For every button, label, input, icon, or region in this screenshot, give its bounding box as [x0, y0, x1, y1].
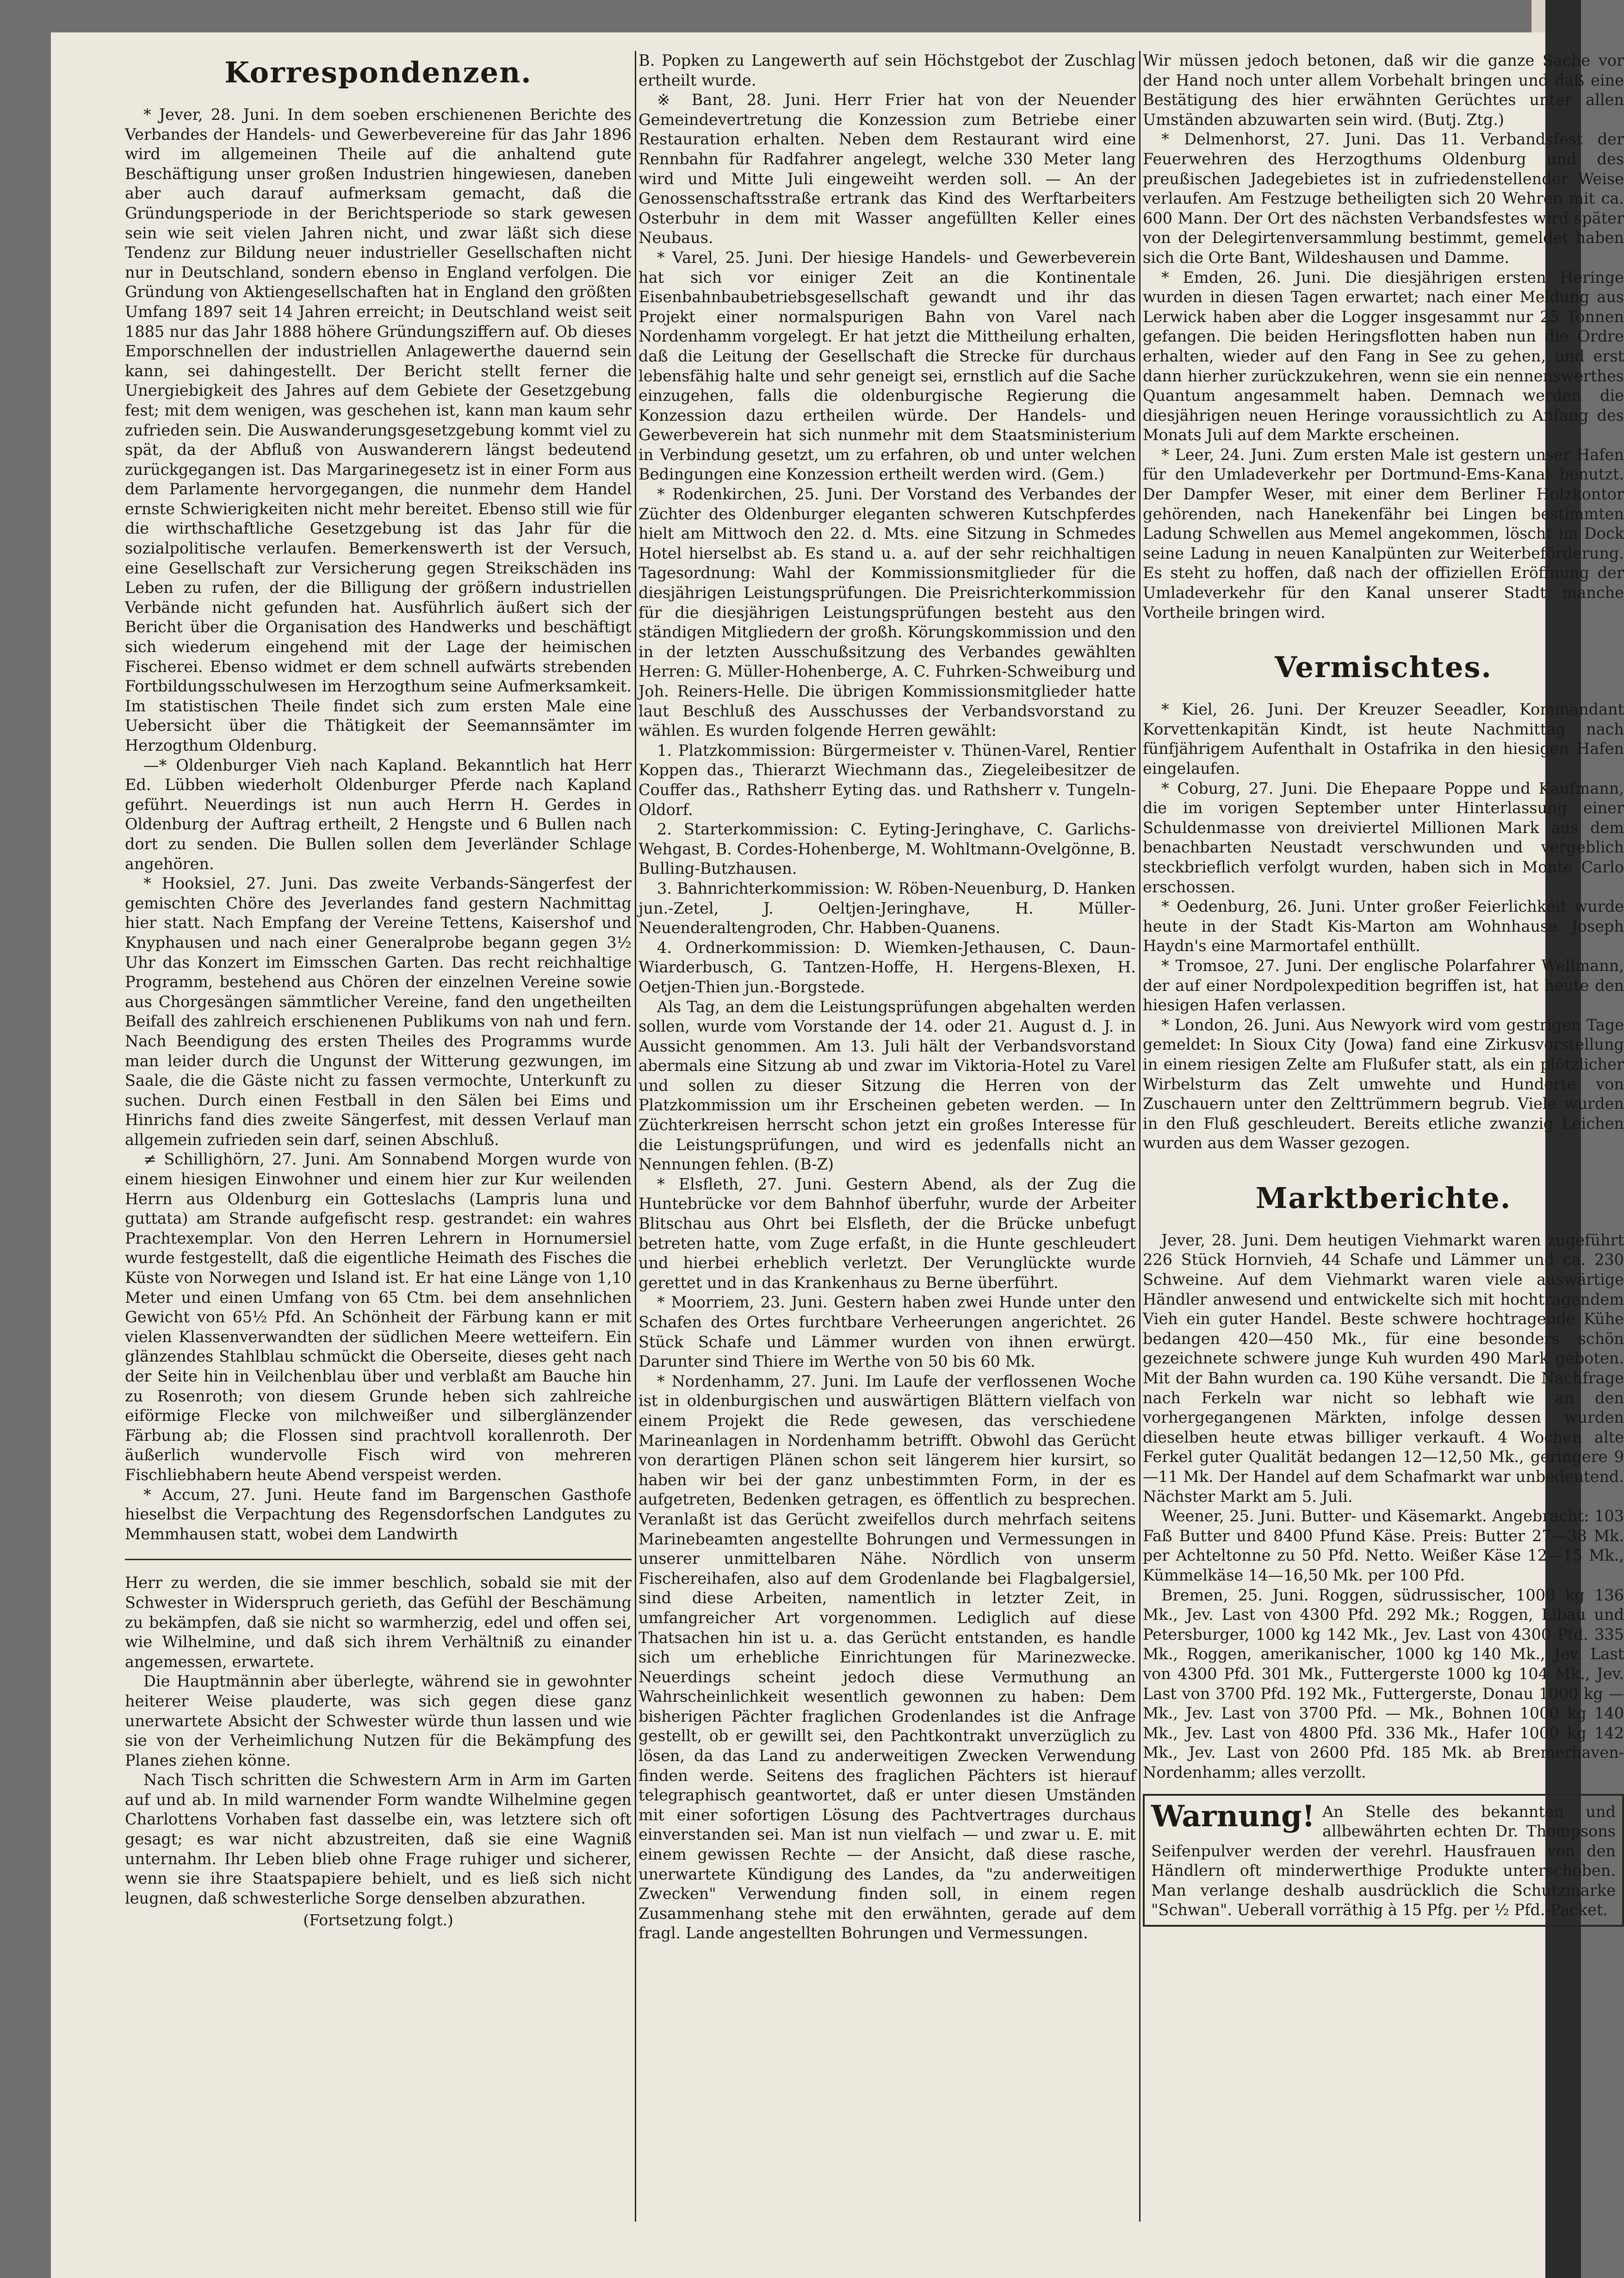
article-kiel: * Kiel, 26. Juni. Der Kreuzer Seeadler, Kommandant Korvettenkapitän Kindt, ist heute Nachmittag nach fünfjährigem Aufenthalt in Ostafrika in den hiesigen Hafen eingelaufen. [1143, 700, 1624, 778]
article-rodenkirchen: * Rodenkirchen, 25. Juni. Der Vorstand des Verbandes der Züchter des Oldenburger eleganten schweren Kutschpferdes hielt am Mittwoch den 22. d. Mts. eine Sitzung in Schmedes Hotel hierselbst ab. Es stand u. a. auf der sehr reichhaltigen Tagesordnung: Wahl der Kommissionsmitglieder für die diesjährigen Leistungsprüfungen. Die Preisrichterkommission für die diesjährigen Leistungsprüfungen besteht aus den ständigen Mitgliedern der großh. Körungskommission und den in der letzten Ausschußsitzung des Verbandes gewählten Herren: G. Müller-Hohenberge, A. C. Fuhrken-Schweiburg und Joh. Reiners-Helle. Die übrigen Kommissionsmitglieder hatte laut Beschluß des Ausschusses der Verbandsvorstand zu wählen. Es wurden folgende Herren gewählt: [638, 485, 1136, 740]
article-oedenburg: * Oedenburg, 26. Juni. Unter großer Feierlichkeit wurde heute in der Stadt Kis-Marton am Wohnhause Joseph Haydn's eine Marmortafel enthüllt. [1143, 897, 1624, 955]
market-bremen: Bremen, 25. Juni. Roggen, südrussischer, 1000 kg 136 Mk., Jev. Last von 4300 Pfd. 292 Mk.; Roggen, Libau und Petersburger, 1000 kg 142 Mk., Jev. Last von 4300 Pfd. 335 Mk., Roggen, amerikanischer, 1000 kg 140 Mk., Jev. Last von 4300 Pfd. 301 Mk., Futtergerste 1000 kg 104 Mk., Jev. Last von 3700 Pfd. 192 Mk., Futtergerste, Donau 1000 kg — Mk., Jev. Last von 3700 Pfd. — Mk., Bohnen 1000 kg 140 Mk., Jev. Last von 4800 Pfd. 336 Mk., Hafer 1000 kg 142 Mk., Jev. Last von 2600 Pfd. 185 Mk. ab Bremerhaven-Nordenhamm; alles verzollt. [1143, 1586, 1624, 1781]
list-item: 1. Platzkommission: Bürgermeister v. Thünen-Varel, Rentier Koppen das., Thierarzt Wiechmann das., Ziegeleibesitzer de Couffer das., Rathsherr Eyting das. und Rathsherr v. Tungeln-Oldorf. [638, 741, 1136, 819]
feuilleton-paragraph: Nach Tisch schritten die Schwestern Arm in Arm im Garten auf und ab. In mild warnender Form wandte Wilhelmine gegen Charlottens Vorhaben fast dasselbe ein, was letztere sich oft gesagt; es war nicht abzustreiten, daß sie eine Wagniß unternahm. Ihr Leben blieb ohne Frage ruhiger und sicherer, wenn sie ihre Staatspapiere behielt, und es ließ sich nicht leugnen, daß schwesterliche Sorge denselben abzurathen. [125, 1771, 632, 1907]
article-moorriem: * Moorriem, 23. Juni. Gestern haben zwei Hunde unter den Schafen des Ortes furchtbare Verheerungen angerichtet. 26 Stück Schafe und Lämmer wurden von ihnen erwürgt. Darunter sind Thiere im Werthe von 50 bis 60 Mk. [638, 1293, 1136, 1371]
feuilleton-paragraph: Die Hauptmännin aber überlegte, während sie in gewohnter heiterer Weise plauderte, was sich gegen diese ganz unerwartete Absicht der Schwester würde thun lassen und wie sie von der Verheimlichung Nutzen für die Bekämpfung des Planes ziehen könne. [125, 1672, 632, 1769]
article-jever: * Jever, 28. Juni. In dem soeben erschienenen Berichte des Verbandes der Handels- und Gewerbevereine für das Jahr 1896 wird im allgemeinen Theile auf die anhaltend gute Beschäftigung unser großen Industrien hingewiesen, daneben aber auch darauf aufmerksam gemacht, daß die Gründungsperiode in der Berichtsperiode so stark gewesen sein wie seit vielen Jahren nicht, und zwar läßt sich diese Tendenz zur Bildung neuer industrieller Gesellschaften nicht nur in Deutschland, sondern ebenso in England verfolgen. Die Gründung von Aktiengesellschaften hat in England den größten Umfang 1897 seit 14 Jahren erreicht; in Deutschland weist seit 1885 nur das Jahr 1888 höhere Gründungsziffern auf. Ob dieses Emporschnellen der industriellen Anlagewerthe dauernd sein kann, sei dahingestellt. Der Bericht stellt ferner die Unergiebigkeit des Jahres auf dem Gebiete der Gesetzgebung fest; mit dem wenigen, was geschehen ist, kann man kaum sehr zufrieden sein. Die Auswanderungsgesetzgebung kommt viel zu spät, da der Abfluß von Auswanderern längst bedeutend zurückgegangen ist. Das Margarinegesetz ist in einer Form aus dem Parlamente hervorgegangen, die nunmehr dem Handel ernste Schwierigkeiten nicht mehr bereitet. Ebenso still wie für die wirthschaftliche Gesetzgebung ist das Jahr für die sozialpolitische verlaufen. Bemerkenswerth ist der Versuch, eine Gesellschaft zur Versicherung gegen Streikschäden ins Leben zu rufen, der die Billigung der größern industriellen Verbände nicht gefunden hat. Ausführlich äußert sich der Bericht über die Organisation des Handwerks und beschäftigt sich wiederum eingehend mit der Lage der heimischen Fischerei. Ebenso widmet er dem schnell aufwärts strebenden Fortbildungsschulwesen im Herzogthum seine Aufmerksamkeit. Im statistischen Theile findet sich zum ersten Male eine Uebersicht über die Thätigkeit der Seemannsämter im Herzogthum Oldenburg. [125, 106, 632, 754]
feuilleton-separator [125, 1559, 632, 1560]
section-heading-korrespondenzen: Korrespondenzen. [224, 56, 532, 89]
article-emden: * Emden, 26. Juni. Die diesjährigen ersten Heringe wurden in diesen Tagen erwartet; nach einer Meldung aus Lerwick haben aber die Logger insgesammt nur 25 Tonnen gefangen. Die beiden Heringsflotten haben nun die Ordre erhalten, wieder auf den Fang in See zu gehen, und erst dann hierher zurückzukehren, wenn sie ein nennenswerthes Quantum angesammelt haben. Demnach werden die diesjährigen neuen Heringe voraussichtlich zu Anfang des Monats Juli auf dem Markte erscheinen. [1143, 268, 1624, 444]
article-nordenhamm: * Nordenhamm, 27. Juni. Im Laufe der verflossenen Woche ist in oldenburgischen und auswärtigen Blättern vielfach von einem Projekt die Rede gewesen, das verschiedene Marineanlagen in Nordenhamm betrifft. Obwohl das Gerücht von derartigen Plänen schon seit längerem hier kursirt, so haben wir bei der ganz unbestimmten Form, in der es aufgetreten, Bedenken getragen, es öffentlich zu besprechen. Veranlaßt ist das Gerücht zweifellos durch mehrfach seitens Marinebeamten angestellte Bohrungen und Vermessungen in unserer unmittelbaren Nähe. Nördlich von unserm Fischereihafen, also auf dem Grodenlande bei Flagbalgersiel, sind diese Arbeiten, namentlich in letzter Zeit, in umfangreicher Art vorgenommen. Lediglich auf diese Thatsachen hin ist u. a. das Gerücht entstanden, es handle sich um erhebliche Einrichtungen für Marinezwecke. Neuerdings scheint jedoch diese Vermuthung an Wahrscheinlichkeit wesentlich gewonnen zu haben: Dem bisherigen Pächter fraglichen Grodenlandes ist die Anfrage gestellt, ob er gewillt sei, den Pachtkontrakt unverzüglich zu lösen, da das Land zu anderweitigen Zwecken Verwendung finden werde. Seitens des fraglichen Pächters ist hierauf telegraphisch geantwortet, daß er unter diesen Umständen mit einer sofortigen Lösung des Pachtvertrages durchaus einverstanden sei. Man ist nun vielfach — und zwar u. E. mit einem gewissen Rechte — der Ansicht, daß diese rasche, unerwartete Kündigung des Landes, da "zu anderweitigen Zwecken" Verwendung finden soll, in einem regen Zusammenhang stehe mit den erwähnten, gerade auf dem fragl. Lande angestellten Bohrungen und Vermessungen. [638, 1372, 1136, 1942]
column-2 [638, 51, 1136, 2263]
market-jever: Jever, 28. Juni. Dem heutigen Viehmarkt waren zugeführt 226 Stück Hornvieh, 44 Schafe und Lämmer und ca. 230 Schweine. Auf dem Viehmarkt waren viele auswärtige Händler anwesend und entwickelte sich mit hochtragendem Vieh ein guter Handel. Beste schwere hochtragende Kühe bedangen 420—450 Mk., für eine besonders schön gezeichnete schwere junge Kuh wurden 490 Mark geboten. Mit der Bahn wurden ca. 190 Kühe versandt. Die Nachfrage nach Ferkeln war nicht so lebhaft wie an den vorhergegangenen Märkten, infolge dessen wurden dieselben heute etwas billiger verkauft. 4 Wochen alte Ferkel guter Qualität bedangen 12—12,50 Mk., geringere 9—11 Mk. Der Handel auf dem Schafmarkt war unbedeutend. Nächster Markt am 5. Juli. [1143, 1231, 1624, 1506]
market-weener: Weener, 25. Juni. Butter- und Käsemarkt. Angebracht: 103 Faß Butter und 8400 Pfund Käse. Preis: Butter 27—38 Mk. per Achteltonne zu 50 Pfd. Netto. Weißer Käse 12—15 Mk., Kümmelkäse 14—16,50 Mk. per 100 Pfd. [1143, 1507, 1624, 1584]
article-elsfleth: * Elsfleth, 27. Juni. Gestern Abend, als der Zug die Huntebrücke vor dem Bahnhof überfuhr, wurde der Arbeiter Blitschau aus Ohrt bei Elsfleth, der die Brücke unbefugt betreten hatte, vom Zuge erfaßt, in die Hunte geschleudert und hierbei erheblich verletzt. Der Verunglückte wurde gerettet und in das Krankenhaus zu Berne überführt. [638, 1175, 1136, 1292]
article-hooksiel: * Hooksiel, 27. Juni. Das zweite Verbands-Sängerfest der gemischten Chöre des Jeverlandes fand gestern Nachmittag hier statt. Nach Empfang der Vereine Tettens, Kaisershof und Knyphausen und nach einer Generalprobe begann gegen 3½ Uhr das Konzert im Eimsschen Garten. Das recht reichhaltige Programm, bestehend aus Chören der einzelnen Vereine sowie aus Chorgesängen sämmtlicher Vereine, fand den ungetheilten Beifall des zahlreich erschienenen Publikums von nah und fern. Nach Beendigung des ersten Theiles des Programms wurde man leider durch die Ungunst der Witterung gezwungen, im Saale, die die Gäste nicht zu fassen vermochte, Unterkunft zu suchen. Durch einen Festball in den Sälen bei Eims und Hinrichs fand dies zweite Sängerfest, mit dessen Verlauf man allgemein zufrieden sein darf, seinen Abschluß. [125, 874, 632, 1149]
list-item: 4. Ordnerkommission: D. Wiemken-Jethausen, C. Daun-Wiarderbusch, G. Tantzen-Hoffe, H. Hergens-Blexen, H. Oetjen-Thien jun.-Borgstede. [638, 938, 1136, 996]
column-rule [635, 51, 636, 2222]
column-1 [125, 51, 632, 2263]
article-oldenburger-vieh: —* Oldenburger Vieh nach Kapland. Bekanntlich hat Herr Ed. Lübben wiederholt Oldenburger Pferde nach Kapland geführt. Neuerdings ist nun auch Herrn H. Gerdes in Oldenburg der Auftrag ertheilt, 2 Hengste und 6 Bullen nach dort zu senden. Die Bullen sollen dem Jeverländer Schlage angehören. [125, 756, 632, 873]
newspaper-page [51, 32, 1624, 2278]
column-3 [1143, 51, 1624, 2263]
article-delmenhorst: * Delmenhorst, 27. Juni. Das 11. Verbandsfest der Feuerwehren des Herzogthums Oldenburg und des preußischen Jadegebietes ist in zufriedenstellender Weise verlaufen. Am Festzuge betheiligten sich 20 Wehren mit ca. 600 Mann. Der Ort des nächsten Verbandsfestes wird später von der Delegirtenversammlung bestimmt, gemeldet haben sich die Orte Bant, Wildeshausen und Damme. [1143, 130, 1624, 267]
article-london: * London, 26. Juni. Aus Newyork wird vom gestrigen Tage gemeldet: In Sioux City (Jowa) fand eine Zirkusvorstellung in einem riesigen Zelte am Flußufer statt, als ein plötzlicher Wirbelsturm das Zelt umwehte und Hunderte von Zuschauern unter den Zelttrümmern begrub. Viele wurden in den Fluß geschleudert. Bereits etliche zwanzig Leichen wurden aus dem Wasser gezogen. [1143, 1015, 1624, 1152]
feuilleton-paragraph: Herr zu werden, die sie immer beschlich, sobald sie mit der Schwester in Widerspruch gerieth, das Gefühl der Beschämung zu bekämpfen, daß sie nicht so warmherzig, edel und offen sei, wie Wilhelmine, und daß sich ihrem Verhältniß zu einander angemessen, erwartete. [125, 1574, 632, 1671]
column-rule [1139, 51, 1141, 2222]
ad-headline: Warnung! [1151, 1799, 1315, 1834]
article-accum: * Accum, 27. Juni. Heute fand im Bargenschen Gasthofe hieselbst die Verpachtung des Regensdorfschen Landgutes zu Memmhausen statt, wobei dem Landwirth [125, 1485, 632, 1543]
ad-text: An Stelle des bekannten und allbewährten echten Dr. Thompsons Seifenpulver werden der verehrl. Hausfrauen von den Händlern oft minderwerthige Produkte unterschoben. Man verlange deshalb ausdrücklich die Schutzmarke "Schwan". Ueberall vorräthig à 15 Pfg. per ½ Pfd.-Packet. [1151, 1802, 1616, 1919]
section-heading-marktberichte: Marktberichte. [1255, 1181, 1512, 1215]
continuation-note: (Fortsetzung folgt.) [303, 1911, 453, 1929]
list-item: 2. Starterkommission: C. Eyting-Jeringhave, C. Garlichs-Wehgast, B. Cordes-Hohenberge, M. Wohltmann-Ovelgönne, B. Bulling-Butzhausen. [638, 820, 1136, 878]
article-tromsoe: * Tromsoe, 27. Juni. Der englische Polarfahrer Wellmann, der auf einer Nordpolexpedition begriffen ist, hat heute den hiesigen Hafen verlassen. [1143, 956, 1624, 1015]
article-continuation: B. Popken zu Langewerth auf sein Höchstgebot der Zuschlag ertheilt wurde. [638, 51, 1136, 89]
advertisement-box [1143, 1794, 1624, 1927]
article-varel: * Varel, 25. Juni. Der hiesige Handels- und Gewerbeverein hat sich vor einiger Zeit an die Kontinentale Eisenbahnbaubetriebsgesellschaft gewandt und ihr das Projekt einer normalspurigen Bahn von Varel nach Nordenhamm vorgelegt. Er hat jetzt die Mittheilung erhalten, daß die Leitung der Gesellschaft die Strecke für durchaus lebensfähig halte und sehr geneigt sei, ernstlich auf die Sache einzugehen, falls die oldenburgische Regierung die Konzession dazu ertheilen würde. Der Handels- und Gewerbeverein hat sich nunmehr mit dem Staatsministerium in Verbindung gesetzt, um zu erfahren, ob und unter welchen Bedingungen eine Konzession ertheilt werden wird. (Gem.) [638, 248, 1136, 484]
section-heading-vermischtes: Vermischtes. [1275, 650, 1492, 685]
article-coburg: * Coburg, 27. Juni. Die Ehepaare Poppe und Kaufmann, die im vorigen September unter Hinterlassung einer Schuldenmasse von dreiviertel Millionen Mark aus dem benachbarten Neustadt verschwunden und vergeblich steckbrieflich verfolgt wurden, haben sich in Monte Carlo erschossen. [1143, 779, 1624, 896]
article-bant: ※ Bant, 28. Juni. Herr Frier hat von der Neuender Gemeindevertretung die Konzession zum Betriebe einer Restauration erhalten. Neben dem Restaurant wird eine Rennbahn für Radfahrer angelegt, welche 330 Meter lang wird und Mitte Juli eingeweiht werden soll. — An der Genossenschaftsstraße ertrank das Kind des Werftarbeiters Osterbuhr in dem mit Wasser angefüllten Keller eines Neubaus. [638, 91, 1136, 247]
article-rodenkirchen-cont: Als Tag, an dem die Leistungsprüfungen abgehalten werden sollen, wurde vom Vorstande der 14. oder 21. August d. J. in Aussicht genommen. Am 13. Juli hält der Verbandsvorstand abermals eine Sitzung ab und zwar im Viktoria-Hotel zu Varel und sollen zu dieser Sitzung die Herren von der Platzkommission um ihr Erscheinen gebeten werden. — In Züchterkreisen herrscht schon jetzt ein großes Interesse für die Leistungsprüfungen, und wird es jedenfalls nicht an Nennungen fehlen. (B-Z) [638, 997, 1136, 1174]
article-leer: * Leer, 24. Juni. Zum ersten Male ist gestern unser Hafen für den Umladeverkehr per Dortmund-Ems-Kanal benutzt. Der Dampfer Weser, mit einer dem Berliner Holzkontor gehörenden, nach Hanekenfähr bei Lingen bestimmten Ladung Schwellen aus Memel angekommen, löscht im Dock seine Ladung in neuen Kanalpünten zur Weiterbeförderung. Es steht zu hoffen, daß nach der offiziellen Eröffnung der Umladeverkehr für den Kanal unserer Stadt manche Vortheile bringen wird. [1143, 445, 1624, 622]
article-schillighoern: ≠ Schillighörn, 27. Juni. Am Sonnabend Morgen wurde von einem hiesigen Einwohner und einem hier zur Kur weilenden Herrn aus Oldenburg ein Gotteslachs (Lampris luna und guttata) am Strande aufgefischt resp. gestrandet: ein wahres Prachtexemplar. Von den Herren Lehrern in Hornumersiel wurde festgestellt, daß die eigentliche Heimath des Fisches die Küste von Norwegen und Island ist. Er hat eine Länge von 1,10 Meter und einen Umfang von 65 Ctm. bei dem ansehnlichen Gewicht von 65½ Pfd. An Schönheit der Färbung kann er mit vielen Klassenverwandten der südlichen Meere wetteifern. Ein glänzendes Stahlblau schmückt die Oberseite, dieses geht nach der Seite hin in Veilchenblau über und verblaßt am Bauche hin zu Rosenroth; von diesem Grunde heben sich zahlreiche eiförmige Flecke von milchweißer und silberglänzender Färbung ab; die Flossen sind prachtvoll korallenroth. Der äußerlich wundervolle Fisch wird von mehreren Fischliebhabern heute Abend verspeist werden. [125, 1150, 632, 1484]
list-item: 3. Bahnrichterkommission: W. Röben-Neuenburg, D. Hanken jun.-Zetel, J. Oeltjen-Jeringhave, H. Müller-Neuenderaltengroden, Chr. Habben-Quanens. [638, 879, 1136, 937]
article-continuation: Wir müssen jedoch betonen, daß wir die ganze Sache vor der Hand noch unter allem Vorbehalt bringen und daß eine Bestätigung des hier erwähnten Gerüchtes unter allen Umständen abzuwarten sein wird. (Butj. Ztg.) [1143, 51, 1624, 129]
